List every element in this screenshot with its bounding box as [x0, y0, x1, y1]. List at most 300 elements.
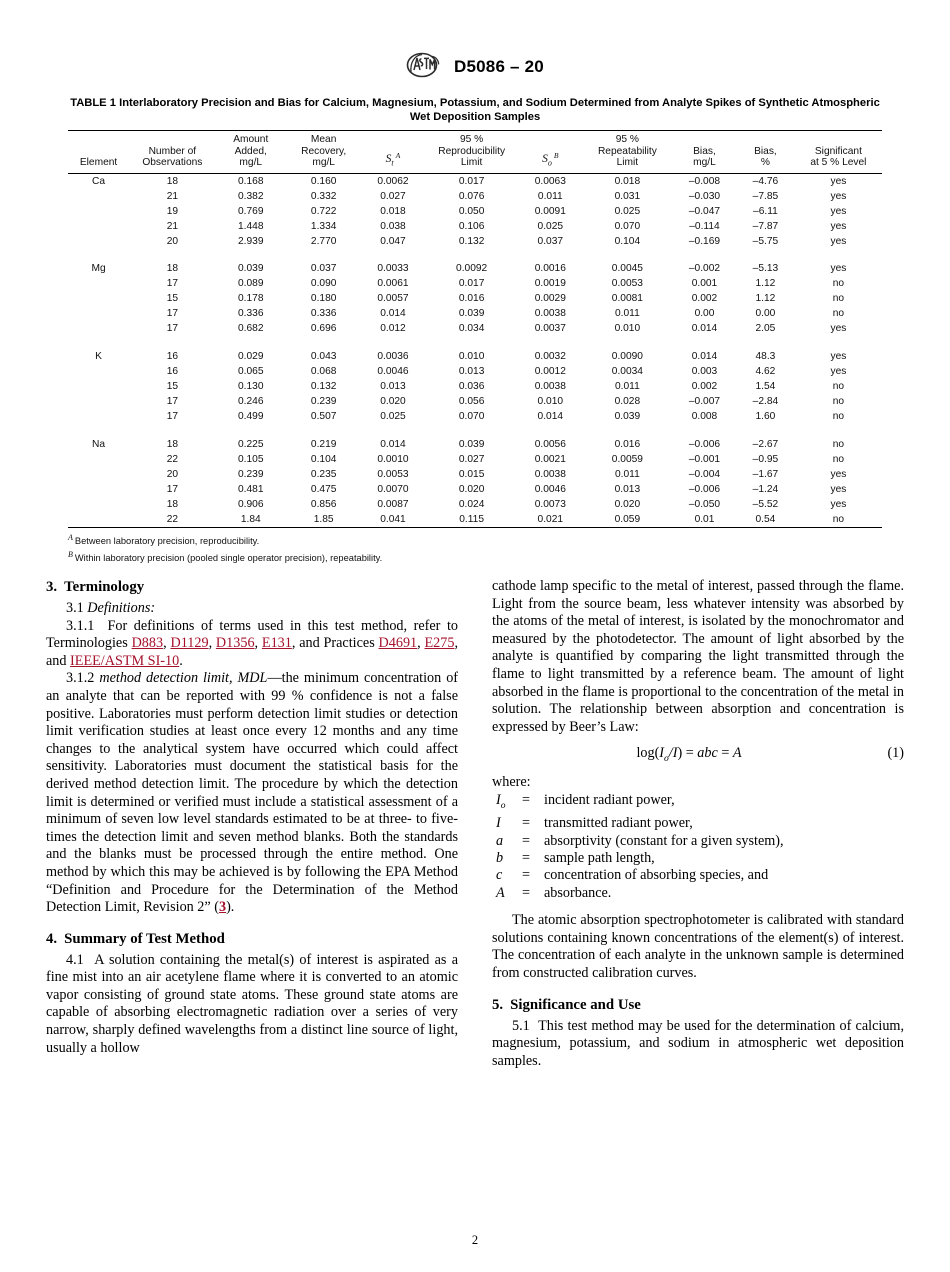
cell-significant: no: [832, 381, 845, 393]
definition-symbol: $I_o$: [496, 791, 506, 811]
cell-bias-percent: 0.00: [755, 308, 776, 320]
where-label: where:: [492, 774, 531, 791]
cell-amount-added: 0.499: [238, 411, 264, 423]
cell-observations: 17: [166, 323, 179, 335]
cell-bias-percent: –7.87: [752, 220, 779, 232]
cell-repeatability-limit: 0.011: [615, 468, 640, 480]
cell-bias-mgl: –0.004: [688, 468, 721, 480]
cell-st: 0.041: [380, 513, 406, 525]
cell-element: [68, 512, 129, 527]
link-d1129[interactable]: D1129: [170, 635, 209, 652]
cell-reproducibility-limit: 0.027: [458, 453, 485, 465]
standard-designation: D5086 – 20: [454, 56, 544, 76]
cell-repeatability-limit: 0.0059: [611, 453, 643, 465]
definition-equals: =: [522, 791, 531, 808]
body-columns: [46, 578, 904, 1188]
cell-st: 0.013: [380, 381, 406, 393]
definition-text: transmitted radiant power,: [544, 815, 693, 832]
cell-element: [68, 409, 129, 424]
link-d4691[interactable]: D4691: [378, 635, 418, 652]
cell-significant: no: [832, 308, 845, 320]
table-row: [68, 482, 882, 497]
cell-observations: 18: [166, 175, 179, 187]
cell-so: 0.0032: [534, 351, 566, 363]
cell-so: 0.0038: [534, 468, 566, 480]
page-number: 2: [471, 1233, 479, 1247]
table-row: [68, 379, 882, 394]
column-right: [492, 578, 904, 1070]
cell-significant: yes: [830, 175, 847, 187]
cell-so: 0.037: [537, 235, 564, 247]
cell-repeatability-limit: 0.011: [615, 308, 640, 320]
cell-mean-recovery: 0.722: [310, 205, 337, 217]
paragraph-3-1: 3.1 Definitions:: [66, 600, 156, 616]
cell-amount-added: 0.039: [238, 263, 264, 275]
cell-mean-recovery: 0.068: [310, 366, 337, 378]
cell-repeatability-limit: 0.011: [615, 381, 640, 393]
table-row: [68, 512, 882, 527]
section-4-heading: 4. Summary of Test Method: [46, 930, 225, 947]
cell-element: [68, 189, 129, 204]
link-ieee-astm-si-10[interactable]: IEEE/ASTM SI-10: [70, 652, 180, 669]
link-e275[interactable]: E275: [424, 635, 455, 652]
cell-observations: 18: [166, 498, 179, 510]
table-row: [68, 276, 882, 291]
cell-st: 0.0061: [377, 278, 409, 290]
definition-equals: =: [522, 884, 531, 901]
cell-reproducibility-limit: 0.016: [458, 293, 485, 305]
cell-element: [68, 394, 129, 409]
cell-observations: 19: [166, 205, 179, 217]
cell-reproducibility-limit: 0.013: [458, 366, 485, 378]
paragraph-4-1-continued: cathode lamp specific to the metal of interest, passed through the flame. Light from the source beam, less whatever intensity was absorbed by the atoms of the metal of interest, is isolated by the monochromator and measured by the photodetector. The amount of light absorbed by the analyte is quantified by comparing the light transmitted through the flame to light transmitted by a reference beam. The amount of light absorbed in the flame is proportional to the concentration of the metal in solution. The relationship between absorption and concentration is expressed by Beer’s Law:: [492, 578, 904, 735]
cell-repeatability-limit: 0.016: [614, 438, 641, 450]
cell-st: 0.0070: [377, 483, 409, 495]
cell-bias-mgl: –0.001: [688, 453, 721, 465]
cell-bias-mgl: –0.007: [688, 396, 721, 408]
cell-element: [68, 467, 129, 482]
col-header-so: $S_o^B$: [542, 150, 559, 168]
cell-element: Na: [92, 438, 106, 450]
table-group-gap: [68, 249, 882, 262]
cell-bias-percent: –5.75: [752, 235, 779, 247]
cell-observations: 15: [166, 381, 179, 393]
cell-mean-recovery: 0.336: [310, 308, 337, 320]
cell-bias-mgl: 0.001: [691, 278, 718, 290]
cell-so: 0.021: [537, 513, 564, 525]
col-header-element: Element: [79, 157, 118, 169]
cell-bias-mgl: –0.006: [688, 438, 721, 450]
cell-bias-percent: –7.85: [752, 190, 779, 202]
cell-mean-recovery: 0.160: [310, 175, 337, 187]
cell-element: [68, 219, 129, 234]
cell-observations: 17: [166, 278, 179, 290]
cell-significant: yes: [830, 351, 847, 363]
cell-observations: 15: [166, 293, 179, 305]
cell-significant: no: [832, 513, 845, 525]
table-row: [68, 234, 882, 249]
table-row: [68, 409, 882, 424]
col-header-repeatability-limit: 95 % Repeatability Limit: [597, 134, 657, 169]
cell-bias-mgl: –0.002: [688, 263, 721, 275]
cell-repeatability-limit: 0.020: [614, 498, 641, 510]
cell-observations: 21: [166, 190, 179, 202]
cell-st: 0.012: [380, 323, 406, 335]
definition-symbol: b: [496, 849, 504, 866]
cell-observations: 17: [166, 308, 179, 320]
definition-text: sample path length,: [544, 849, 655, 866]
equation-1-number: (1): [887, 745, 904, 762]
cell-observations: 22: [166, 513, 179, 525]
table-row: [68, 349, 882, 364]
cell-element: [68, 482, 129, 497]
cell-bias-percent: 4.62: [755, 366, 776, 378]
table-row: [68, 364, 882, 379]
cell-element: [68, 321, 129, 336]
col-header-reproducibility-limit: 95 % Reproducibility Limit: [438, 134, 506, 169]
table-row: [68, 467, 882, 482]
table-row: [68, 261, 882, 276]
cell-bias-mgl: –0.008: [688, 175, 721, 187]
cell-significant: yes: [830, 323, 847, 335]
col-header-significant: Significant at 5 % Level: [810, 145, 867, 169]
cell-repeatability-limit: 0.028: [614, 396, 641, 408]
col-header-mean-recovery: Mean Recovery, mg/L: [301, 134, 347, 169]
cell-observations: 18: [166, 438, 179, 450]
cell-so: 0.0046: [534, 483, 566, 495]
cell-amount-added: 0.065: [238, 366, 264, 378]
link-d1356[interactable]: D1356: [215, 635, 255, 652]
cell-so: 0.025: [537, 220, 564, 232]
definition-symbol: A: [496, 884, 505, 901]
table-row: [68, 394, 882, 409]
cell-significant: yes: [830, 498, 847, 510]
cell-so: 0.0063: [534, 175, 566, 187]
cell-significant: yes: [830, 468, 847, 480]
cell-so: 0.011: [537, 190, 563, 202]
col-header-amount-added: Amount Added, mg/L: [233, 134, 269, 169]
cell-st: 0.0010: [377, 453, 409, 465]
cell-reproducibility-limit: 0.039: [458, 438, 485, 450]
cell-bias-percent: –2.84: [752, 396, 779, 408]
cell-repeatability-limit: 0.0045: [611, 263, 643, 275]
cell-bias-mgl: 0.002: [691, 381, 718, 393]
cell-repeatability-limit: 0.059: [614, 513, 641, 525]
definition-row: [496, 885, 784, 902]
cell-observations: 17: [166, 396, 179, 408]
table-group-gap: [68, 424, 882, 437]
cell-element: [68, 306, 129, 321]
cell-st: 0.020: [380, 396, 406, 408]
section-spacer-2: [492, 983, 904, 996]
cell-reproducibility-limit: 0.017: [458, 175, 485, 187]
cell-mean-recovery: 0.235: [310, 468, 337, 480]
astm-logo-icon: [406, 52, 440, 83]
cell-repeatability-limit: 0.104: [614, 235, 641, 247]
cell-bias-percent: –1.67: [752, 468, 779, 480]
definition-row: [496, 792, 784, 815]
cell-amount-added: 0.089: [238, 278, 264, 290]
symbol-definitions: [496, 792, 784, 902]
cell-so: 0.0021: [534, 453, 566, 465]
cell-bias-percent: 1.54: [755, 381, 776, 393]
definition-text: absorptivity (constant for a given system),: [544, 832, 784, 849]
column-left: [46, 578, 458, 1057]
cell-element: [68, 276, 129, 291]
definition-equals: =: [522, 832, 531, 849]
section-spacer: [46, 917, 458, 930]
cell-amount-added: 0.029: [238, 351, 264, 363]
cell-element: [68, 234, 129, 249]
cell-reproducibility-limit: 0.024: [458, 498, 485, 510]
cell-reproducibility-limit: 0.036: [458, 381, 485, 393]
cell-amount-added: 1.84: [240, 513, 261, 525]
cell-repeatability-limit: 0.025: [614, 205, 641, 217]
cell-element: [68, 452, 129, 467]
cell-element: [68, 204, 129, 219]
cell-st: 0.038: [380, 220, 406, 232]
cell-amount-added: 1.448: [238, 220, 264, 232]
cell-bias-percent: –5.13: [752, 263, 779, 275]
cell-st: 0.0046: [377, 366, 409, 378]
table-row: [68, 291, 882, 306]
cell-amount-added: 0.225: [238, 438, 264, 450]
definition-equals: =: [522, 815, 531, 832]
cell-significant: yes: [830, 235, 847, 247]
cell-st: 0.027: [380, 190, 406, 202]
cell-observations: 20: [166, 468, 179, 480]
cell-st: 0.0033: [377, 263, 409, 275]
cell-bias-mgl: 0.01: [694, 513, 715, 525]
cell-repeatability-limit: 0.018: [614, 175, 641, 187]
cell-mean-recovery: 0.475: [310, 483, 337, 495]
cell-st: 0.0053: [377, 468, 409, 480]
cell-so: 0.0012: [534, 366, 566, 378]
cell-bias-percent: 48.3: [755, 351, 776, 363]
cell-bias-mgl: 0.014: [691, 323, 718, 335]
cell-bias-mgl: –0.006: [688, 483, 721, 495]
cell-amount-added: 0.382: [238, 190, 264, 202]
cell-so: 0.0073: [534, 498, 566, 510]
table-row: [68, 306, 882, 321]
cell-amount-added: 0.168: [238, 175, 264, 187]
cell-reproducibility-limit: 0.039: [458, 308, 485, 320]
col-header-observations: Number of Observations: [142, 145, 203, 169]
cell-so: 0.014: [537, 411, 564, 423]
cell-significant: no: [832, 293, 845, 305]
definition-equals: =: [522, 867, 531, 884]
cell-repeatability-limit: 0.010: [614, 323, 641, 335]
cell-amount-added: 0.481: [238, 483, 264, 495]
table-footnote-b: B Within laboratory precision (pooled single operator precision), repeatability.: [68, 550, 383, 564]
table-body: [68, 173, 882, 527]
definition-row: [496, 850, 784, 867]
cell-reproducibility-limit: 0.017: [458, 278, 485, 290]
cell-so: 0.0056: [534, 438, 566, 450]
cell-bias-mgl: –0.169: [688, 235, 721, 247]
link-e131[interactable]: E131: [261, 635, 292, 652]
cell-so: 0.0029: [534, 293, 566, 305]
cell-amount-added: 0.239: [238, 468, 264, 480]
cell-bias-percent: –0.95: [752, 453, 779, 465]
cell-bias-mgl: 0.00: [694, 308, 715, 320]
cell-repeatability-limit: 0.0053: [611, 278, 643, 290]
table-footnote-a: A Between laboratory precision, reproducibility.: [68, 532, 260, 546]
cell-mean-recovery: 0.856: [310, 498, 337, 510]
cell-bias-mgl: 0.008: [691, 411, 718, 423]
cell-mean-recovery: 2.770: [310, 235, 337, 247]
cell-reproducibility-limit: 0.0092: [456, 263, 488, 275]
cell-amount-added: 0.178: [238, 293, 264, 305]
cell-significant: no: [832, 453, 845, 465]
section-3-heading: 3. Terminology: [46, 579, 145, 595]
cell-bias-mgl: –0.050: [688, 498, 721, 510]
definition-symbol: I: [496, 815, 501, 832]
cell-bias-mgl: –0.030: [688, 190, 721, 202]
table-row: [68, 173, 882, 188]
equation-1-row: [492, 745, 904, 765]
cell-repeatability-limit: 0.0034: [611, 366, 643, 378]
cell-st: 0.014: [380, 308, 406, 320]
col-header-bias-mgl: Bias, mg/L: [693, 145, 716, 169]
cell-st: 0.0057: [377, 293, 409, 305]
cell-observations: 21: [166, 220, 179, 232]
cell-significant: no: [832, 411, 845, 423]
cell-amount-added: 0.105: [238, 453, 264, 465]
cell-mean-recovery: 0.332: [310, 190, 337, 202]
paragraph-3-1-2: 3.1.2 method detection limit, MDL—the minimum concentration of an analyte that can be reported with 99 % confidence is not a false positive. Laboratories must perform detection limit studies or detection limit verification studies at least once every 12 months and any time changes to the analytical system have occurred which could affect sensitivity. Laboratories must document the statistical basis for the derived method detection limit. The procedure by which the detection limit is determined or verified must include a statistical assessment of a minimum of seven low level standards estimated to be at three- to five-times the detection limit and seven method blanks. Both the standards and the blanks must be processed through the entire method. One method by which this may be achieved is by following the EPA Method “Definition and Procedure for the Determination of the Method Detection Limit, Revision 2” (3).: [46, 670, 459, 916]
cell-mean-recovery: 0.037: [310, 263, 337, 275]
section-5-heading: 5. Significance and Use: [492, 996, 641, 1013]
definition-equals: =: [522, 849, 531, 866]
cell-st: 0.018: [380, 205, 406, 217]
cell-bias-percent: 1.12: [755, 278, 776, 290]
cell-significant: yes: [830, 263, 847, 275]
table-1: [68, 130, 882, 528]
definition-symbol: a: [496, 832, 504, 849]
cell-bias-percent: –6.11: [753, 205, 778, 217]
table-group-gap: [68, 336, 882, 349]
cell-bias-percent: –4.76: [752, 175, 779, 187]
cell-mean-recovery: 0.696: [310, 323, 337, 335]
col-header-st: $S_t^A$: [385, 150, 401, 168]
cell-observations: 20: [166, 235, 179, 247]
cell-bias-percent: 1.60: [755, 411, 776, 423]
cell-repeatability-limit: 0.031: [614, 190, 641, 202]
cell-observations: 16: [166, 366, 179, 378]
cell-reproducibility-limit: 0.106: [458, 220, 485, 232]
cell-so: 0.0091: [534, 205, 566, 217]
definition-text: absorbance.: [544, 884, 612, 901]
table-row: [68, 219, 882, 234]
cell-bias-mgl: 0.014: [691, 351, 718, 363]
cell-amount-added: 2.939: [238, 235, 264, 247]
footnote-ref-a: A: [395, 150, 401, 160]
cell-repeatability-limit: 0.039: [614, 411, 641, 423]
cell-st: 0.0087: [377, 498, 409, 510]
cell-significant: no: [832, 438, 845, 450]
cell-bias-percent: –2.67: [752, 438, 779, 450]
page-running-head: [0, 52, 950, 83]
cell-reproducibility-limit: 0.056: [458, 396, 485, 408]
cell-bias-mgl: –0.114: [689, 220, 720, 232]
cell-element: K: [95, 351, 102, 363]
cell-significant: no: [832, 278, 845, 290]
cell-repeatability-limit: 0.013: [614, 483, 641, 495]
link-reference-3[interactable]: 3: [218, 899, 227, 916]
cell-bias-percent: –5.52: [752, 498, 779, 510]
definition-text: concentration of absorbing species, and: [544, 867, 769, 884]
cell-reproducibility-limit: 0.076: [458, 190, 485, 202]
table-1-block: [68, 96, 882, 566]
equation-1: $\log(I_o/I)$ = abc = A: [636, 745, 742, 765]
cell-mean-recovery: 0.043: [310, 351, 337, 363]
cell-so: 0.010: [537, 396, 564, 408]
cell-bias-percent: 1.12: [755, 293, 776, 305]
cell-observations: 18: [166, 263, 179, 275]
cell-element: [68, 379, 129, 394]
cell-element: Mg: [91, 263, 106, 275]
cell-reproducibility-limit: 0.015: [458, 468, 485, 480]
cell-amount-added: 0.906: [238, 498, 264, 510]
cell-significant: yes: [830, 190, 847, 202]
cell-significant: yes: [830, 366, 847, 378]
footnote-ref-b: B: [553, 150, 559, 160]
cell-repeatability-limit: 0.070: [614, 220, 641, 232]
cell-reproducibility-limit: 0.010: [458, 351, 485, 363]
cell-observations: 16: [166, 351, 179, 363]
cell-repeatability-limit: 0.0090: [611, 351, 643, 363]
cell-reproducibility-limit: 0.115: [459, 513, 484, 525]
definition-symbol: c: [496, 867, 503, 884]
table-row: [68, 497, 882, 512]
cell-st: 0.047: [380, 235, 406, 247]
cell-mean-recovery: 0.104: [310, 453, 337, 465]
cell-mean-recovery: 0.090: [310, 278, 337, 290]
definition-text: incident radiant power,: [544, 791, 675, 808]
cell-mean-recovery: 1.85: [313, 513, 334, 525]
cell-mean-recovery: 0.239: [310, 396, 337, 408]
table-row: [68, 437, 882, 452]
paragraph-5-1: 5.1 This test method may be used for the determination of calcium, magnesium, potassium, and sodium in atmospheric wet deposition samples.: [492, 1017, 904, 1069]
link-d883[interactable]: D883: [131, 635, 164, 652]
cell-so: 0.0038: [534, 308, 566, 320]
cell-significant: yes: [830, 220, 847, 232]
cell-bias-percent: 0.54: [755, 513, 776, 525]
cell-reproducibility-limit: 0.050: [458, 205, 485, 217]
table-title: TABLE 1 Interlaboratory Precision and Bias for Calcium, Magnesium, Potassium, and Sodium Determined from Analyte Spikes of Synthetic Atmospheric Wet Deposition Samples: [70, 97, 880, 123]
table-header: [68, 131, 882, 174]
cell-reproducibility-limit: 0.020: [458, 483, 485, 495]
cell-so: 0.0016: [534, 263, 566, 275]
cell-significant: yes: [830, 483, 847, 495]
cell-observations: 17: [166, 483, 179, 495]
cell-bias-mgl: 0.002: [691, 293, 718, 305]
cell-mean-recovery: 0.132: [310, 381, 337, 393]
cell-so: 0.0037: [534, 323, 566, 335]
cell-so: 0.0019: [534, 278, 566, 290]
cell-so: 0.0038: [534, 381, 566, 393]
definition-row: [496, 867, 784, 884]
cell-amount-added: 0.682: [238, 323, 264, 335]
cell-bias-mgl: 0.003: [691, 366, 718, 378]
cell-repeatability-limit: 0.0081: [611, 293, 643, 305]
cell-amount-added: 0.336: [238, 308, 264, 320]
cell-reproducibility-limit: 0.070: [458, 411, 485, 423]
table-footnotes: [68, 531, 882, 566]
cell-st: 0.0062: [377, 175, 409, 187]
paragraph-4-1: 4.1 A solution containing the metal(s) of interest is aspirated as a fine mist into an air acetylene flame where it is converted to an atomic vapor consisting of ground state atoms. These ground state atoms are capable of absorbing electromagnetic radiation over a series of very narrow, sharply defined wavelengths from a distinct line source of light, usually a hollow: [46, 951, 458, 1056]
